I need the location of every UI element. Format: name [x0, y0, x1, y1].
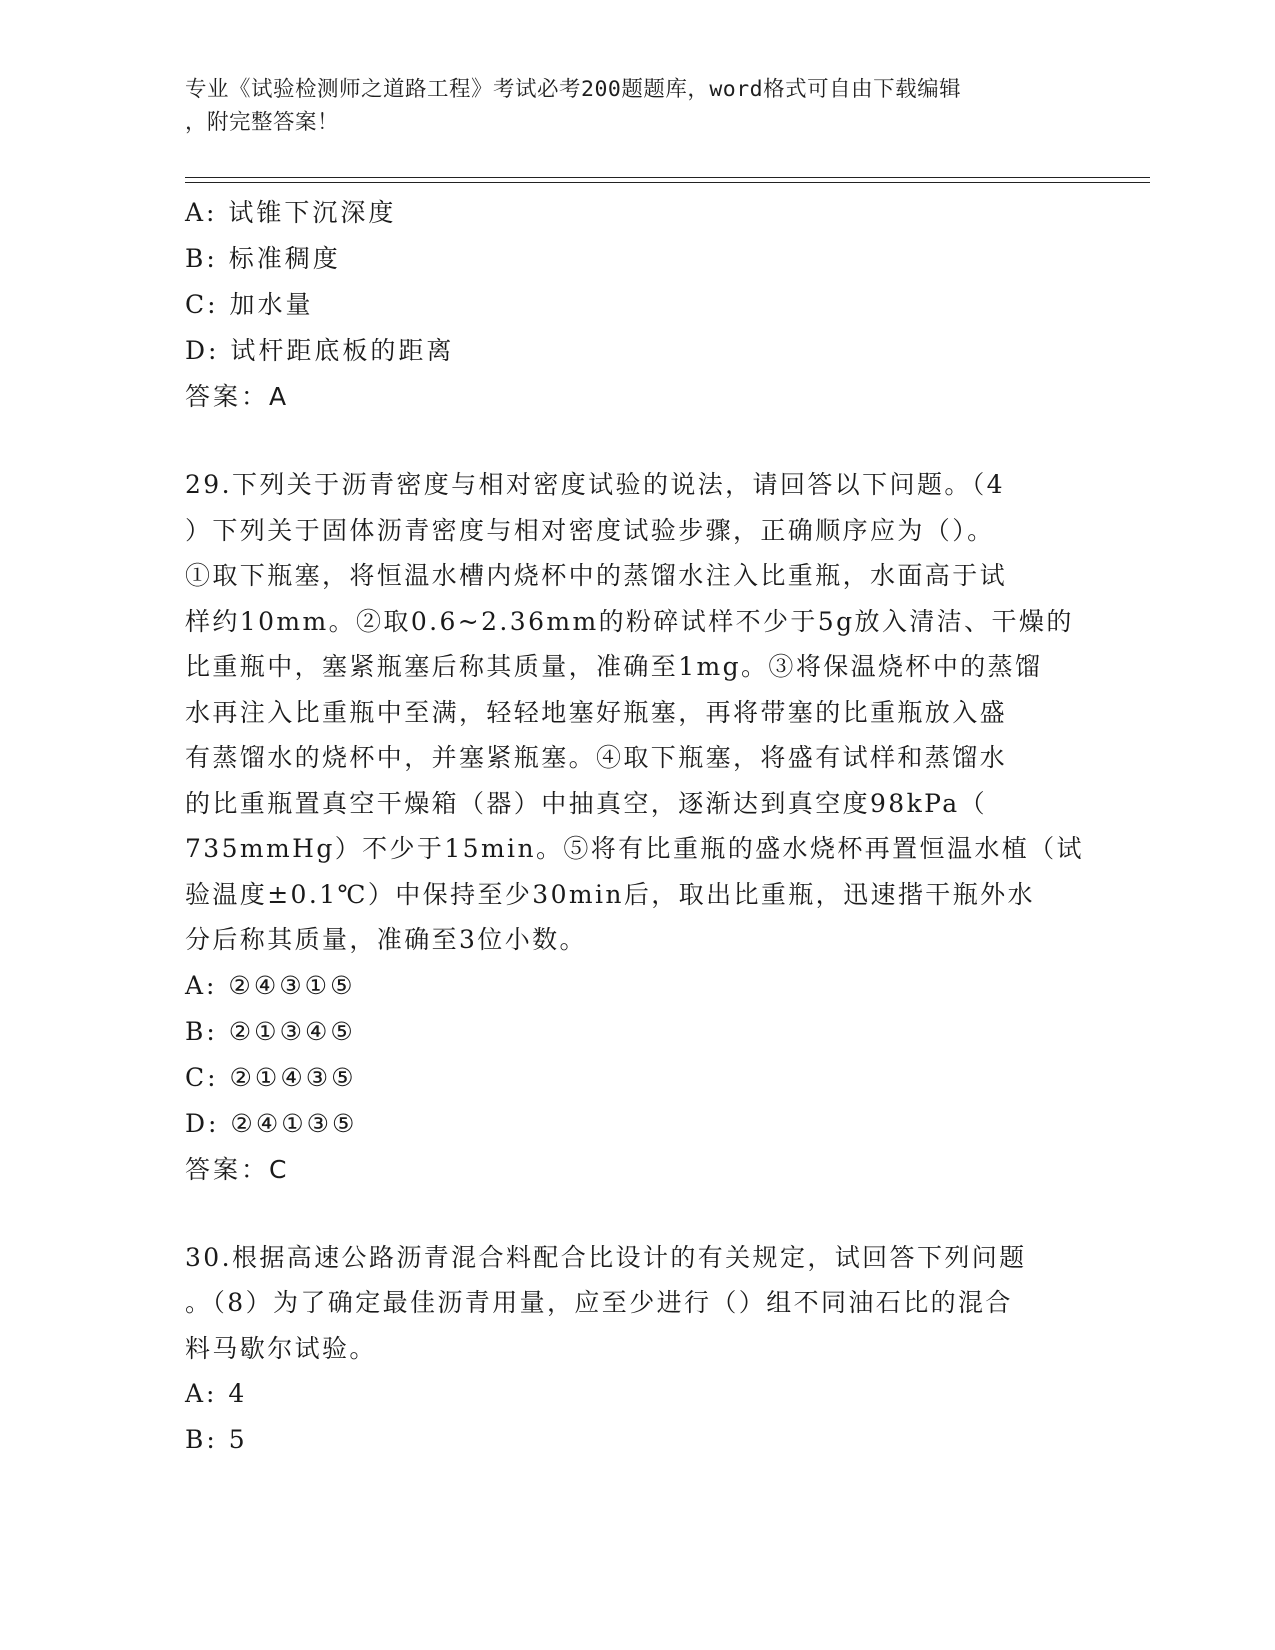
option-b: B: 标准稠度	[185, 244, 341, 273]
question-line: ①取下瓶塞，将恒温水槽内烧杯中的蒸馏水注入比重瓶，水面高于试	[185, 561, 1008, 590]
question-line: 。（8）为了确定最佳沥青用量，应至少进行（）组不同油石比的混合	[185, 1288, 1013, 1317]
question-line: 30.根据高速公路沥青混合料配合比设计的有关规定，试回答下列问题	[185, 1242, 1027, 1272]
question-29-text	[185, 462, 1085, 963]
spacer	[185, 420, 1085, 462]
question-line: 料马歇尔试验。	[185, 1333, 377, 1363]
header-divider-top	[185, 177, 1150, 178]
question-30-options	[185, 1371, 1085, 1463]
question-line: 验温度±0.1℃）中保持至少30min后，取出比重瓶，迅速揩干瓶外水	[185, 879, 1035, 909]
question-28-options	[185, 190, 1085, 374]
question-line: 水再注入比重瓶中至满，轻轻地塞好瓶塞，再将带塞的比重瓶放入盛	[185, 697, 1008, 727]
option-a: A: 试锥下沉深度	[185, 198, 397, 227]
spacer	[185, 1193, 1085, 1235]
option-a: A: ②④③①⑤	[185, 970, 356, 1000]
question-30-text	[185, 1235, 1085, 1372]
question-line: 29.下列关于沥青密度与相对密度试验的说法，请回答以下问题。（4	[185, 470, 1005, 499]
option-a: A: 4	[185, 1379, 248, 1408]
question-line: 的比重瓶置真空干燥箱（器）中抽真空，逐渐达到真空度98kPa（	[185, 788, 987, 818]
option-c: C: 加水量	[185, 290, 314, 319]
question-line: 分后称其质量，准确至3位小数。	[185, 925, 587, 954]
document-header	[185, 73, 1085, 139]
header-divider-bottom	[185, 182, 1150, 183]
option-b: B: 5	[185, 1425, 248, 1454]
question-line: 比重瓶中，塞紧瓶塞后称其质量，准确至1mg。③将保温烧杯中的蒸馏	[185, 652, 1043, 681]
question-line: 样约10mm。②取0.6~2.36mm的粉碎试样不少于5g放入清洁、干燥的	[185, 606, 1074, 636]
option-b: B: ②①③④⑤	[185, 1016, 356, 1046]
question-29-answer: 答案：C	[185, 1154, 290, 1184]
question-28-answer: 答案：A	[185, 382, 290, 411]
question-line: 有蒸馏水的烧杯中，并塞紧瓶塞。④取下瓶塞，将盛有试样和蒸馏水	[185, 743, 1008, 772]
header-line-2: ，附完整答案！	[185, 110, 340, 135]
option-d: D: 试杆距底板的距离	[185, 336, 455, 365]
question-line: ）下列关于固体沥青密度与相对密度试验步骤，正确顺序应为（）。	[185, 515, 995, 545]
question-line: 735mmHg）不少于15min。⑤将有比重瓶的盛水烧杯再置恒温水植（试	[185, 834, 1084, 863]
question-29-options	[185, 963, 1085, 1147]
question-content	[185, 190, 1085, 1463]
option-d: D: ②④①③⑤	[185, 1108, 358, 1138]
option-c: C: ②①④③⑤	[185, 1062, 357, 1092]
header-line-1: 专业《试验检测师之道路工程》考试必考200题题库，word格式可自由下载编辑	[185, 77, 962, 102]
